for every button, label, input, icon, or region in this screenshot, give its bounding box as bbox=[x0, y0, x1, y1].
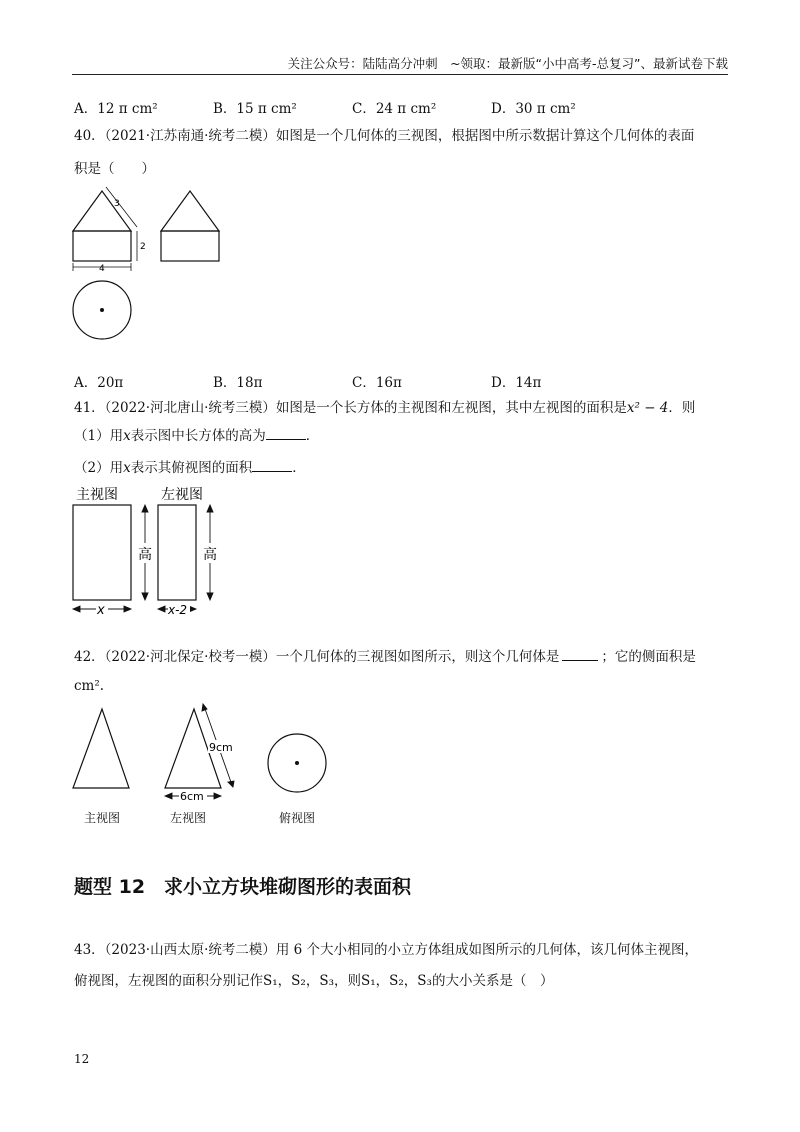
q41-part2-blank[interactable] bbox=[252, 457, 292, 472]
q41-part1-end: ． bbox=[305, 428, 320, 444]
q41-part1-pre: （1）用 bbox=[74, 428, 124, 444]
q42-caption-top: 俯视图 bbox=[278, 811, 315, 825]
q41-part1-post: 表示图中长方体的高为 bbox=[130, 428, 266, 444]
q41-front-rect bbox=[73, 505, 131, 600]
page-number: 12 bbox=[74, 1052, 90, 1066]
q41-part1-blank[interactable] bbox=[266, 425, 306, 440]
q40-option-b: B．18π bbox=[213, 375, 263, 391]
q42-blank-1[interactable] bbox=[562, 646, 598, 661]
q40-slant-label: 3 bbox=[114, 199, 120, 209]
header-text: 关注公众号：陆陆高分冲刺 ~领取：最新版“小中高考-总复习”、最新试卷下载 bbox=[287, 56, 728, 71]
q41-left-height-label: 高 bbox=[203, 547, 217, 563]
q43-stem-line1: 43．（2023·山西太原·统考二模）用 6 个大小相同的小立方体组成如图所示的几何体，该几何体主视图， bbox=[74, 942, 699, 958]
q42-caption-front: 主视图 bbox=[83, 811, 120, 825]
q41-left-width-label: x-2 bbox=[168, 603, 188, 617]
page-header bbox=[72, 56, 728, 75]
q39-option-d: D．30 π cm² bbox=[491, 101, 576, 117]
q42-top-view bbox=[262, 730, 334, 800]
q40-height-label: 2 bbox=[140, 242, 146, 252]
q41-part1 bbox=[74, 425, 319, 446]
q40-side-body bbox=[161, 231, 219, 261]
q41-part2-end: ． bbox=[292, 460, 306, 476]
q40-front-roof bbox=[73, 191, 131, 231]
q40-front-side-views bbox=[66, 183, 236, 273]
q41-part2-pre: （2）用 bbox=[74, 460, 124, 476]
q41-part1-var: x bbox=[123, 428, 131, 444]
q40-side-roof bbox=[161, 191, 219, 231]
q42-stem-line1 bbox=[74, 646, 696, 667]
q41-part2-post: 表示其俯视图的面积 bbox=[130, 460, 253, 476]
q42-left-view bbox=[148, 700, 248, 805]
q41-front-width-label: x bbox=[97, 603, 105, 618]
q40-front-body bbox=[73, 231, 131, 261]
q43-stem-line2: 俯视图，左视图的面积分别记作S₁，S₂，S₃，则S₁，S₂，S₃的大小关系是（ ） bbox=[74, 973, 554, 989]
q41-stem-end: ．则 bbox=[668, 400, 696, 416]
q41-stem-line1 bbox=[74, 398, 695, 418]
q39-option-c: C．24 π cm² bbox=[352, 101, 437, 117]
q42-front-view bbox=[66, 704, 136, 794]
q41-left-rect bbox=[158, 505, 196, 600]
q39-option-a: A．12 π cm² bbox=[74, 101, 158, 117]
q42-stem-mid: ；它的侧面积是 bbox=[601, 649, 696, 665]
q42-stem-line2: cm². bbox=[74, 678, 105, 694]
q40-option-a: A．20π bbox=[74, 375, 124, 391]
q40-stem-line1: 40．（2021·江苏南通·统考二模）如图是一个几何体的三视图，根据图中所示数据计算这个几何体的表面 bbox=[74, 128, 695, 144]
q41-front-title: 主视图 bbox=[76, 487, 118, 503]
q41-area-expr: x² − 4 bbox=[626, 400, 669, 416]
q41-left-title: 左视图 bbox=[161, 487, 203, 503]
q42-stem-text: 42．（2022·河北保定·校考一模）一个几何体的三视图如图所示，则这个几何体是 bbox=[74, 649, 560, 665]
q41-part2 bbox=[74, 457, 306, 478]
q39-option-b: B．15 π cm² bbox=[213, 101, 297, 117]
q41-stem-text: 41．（2022·河北唐山·统考三模）如图是一个长方体的主视图和左视图，其中左视图的面积是 bbox=[74, 400, 627, 416]
q40-option-c: C．16π bbox=[352, 375, 402, 391]
q40-stem-line2: 积是（ ） bbox=[74, 161, 155, 177]
section-title: 题型 12 求小立方块堆砌图形的表面积 bbox=[74, 876, 412, 898]
q42-caption-left: 左视图 bbox=[169, 811, 206, 825]
q42-slant-label: 9cm bbox=[209, 741, 233, 754]
q40-width-label: 4 bbox=[99, 264, 105, 273]
q41-views-figure bbox=[66, 483, 236, 618]
q42-base-label: 6cm bbox=[180, 790, 204, 803]
q41-front-height-label: 高 bbox=[138, 547, 152, 563]
q41-part2-var: x bbox=[123, 460, 131, 476]
q40-option-d: D．14π bbox=[491, 375, 542, 391]
q40-top-view bbox=[66, 278, 146, 344]
